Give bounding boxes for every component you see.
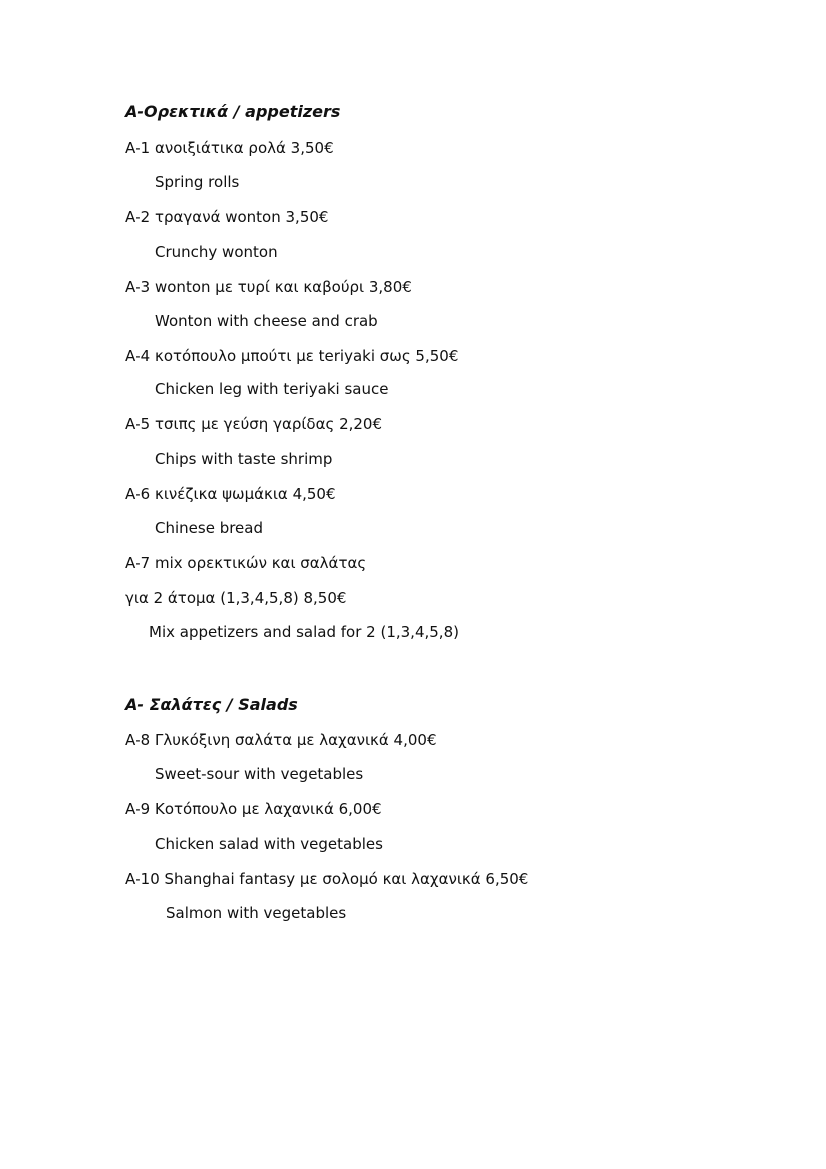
menu-item-a9-english: Chicken salad with vegetables — [155, 835, 383, 853]
menu-item-a2-greek: Α-2 τραγανά wonton 3,50€ — [125, 208, 329, 226]
menu-item-a5-greek: Α-5 τσιπς με γεύση γαρίδας 2,20€ — [125, 415, 383, 433]
menu-item-a4-greek: Α-4 κοτόπουλο μπούτι με teriyaki σως 5,50€ — [125, 347, 459, 365]
section-title-salads: Α- Σαλάτες / Salads — [125, 695, 298, 714]
menu-item-a8-english: Sweet-sour with vegetables — [155, 765, 364, 783]
menu-item-a1-greek: Α-1 ανοιξιάτικα ρολά 3,50€ — [125, 139, 334, 157]
menu-item-a5-english: Chips with taste shrimp — [155, 450, 333, 468]
menu-item-a7-greek-line2: για 2 άτομα (1,3,4,5,8) 8,50€ — [125, 589, 347, 607]
menu-item-a7-english: Mix appetizers and salad for 2 (1,3,4,5,8) — [149, 623, 459, 641]
menu-item-a3-english: Wonton with cheese and crab — [155, 312, 378, 330]
menu-item-a1-english: Spring rolls — [155, 173, 240, 191]
menu-item-a2-english: Crunchy wonton — [155, 243, 278, 261]
menu-item-a10-english: Salmon with vegetables — [166, 904, 347, 922]
menu-item-a4-english: Chicken leg with teriyaki sauce — [155, 380, 389, 398]
menu-item-a8-greek: Α-8 Γλυκόξινη σαλάτα με λαχανικά 4,00€ — [125, 731, 437, 749]
menu-item-a10-greek: Α-10 Shanghai fantasy με σολομό και λαχανικά 6,50€ — [125, 870, 529, 888]
menu-item-a6-greek: Α-6 κινέζικα ψωμάκια 4,50€ — [125, 485, 336, 503]
menu-item-a9-greek: Α-9 Κοτόπουλο με λαχανικά 6,00€ — [125, 800, 382, 818]
section-title-appetizers: Α-Ορεκτικά / appetizers — [125, 102, 341, 121]
menu-item-a6-english: Chinese bread — [155, 519, 263, 537]
menu-item-a3-greek: Α-3 wonton με τυρί και καβούρι 3,80€ — [125, 278, 412, 296]
menu-item-a7-greek-line1: Α-7 mix ορεκτικών και σαλάτας — [125, 554, 367, 572]
